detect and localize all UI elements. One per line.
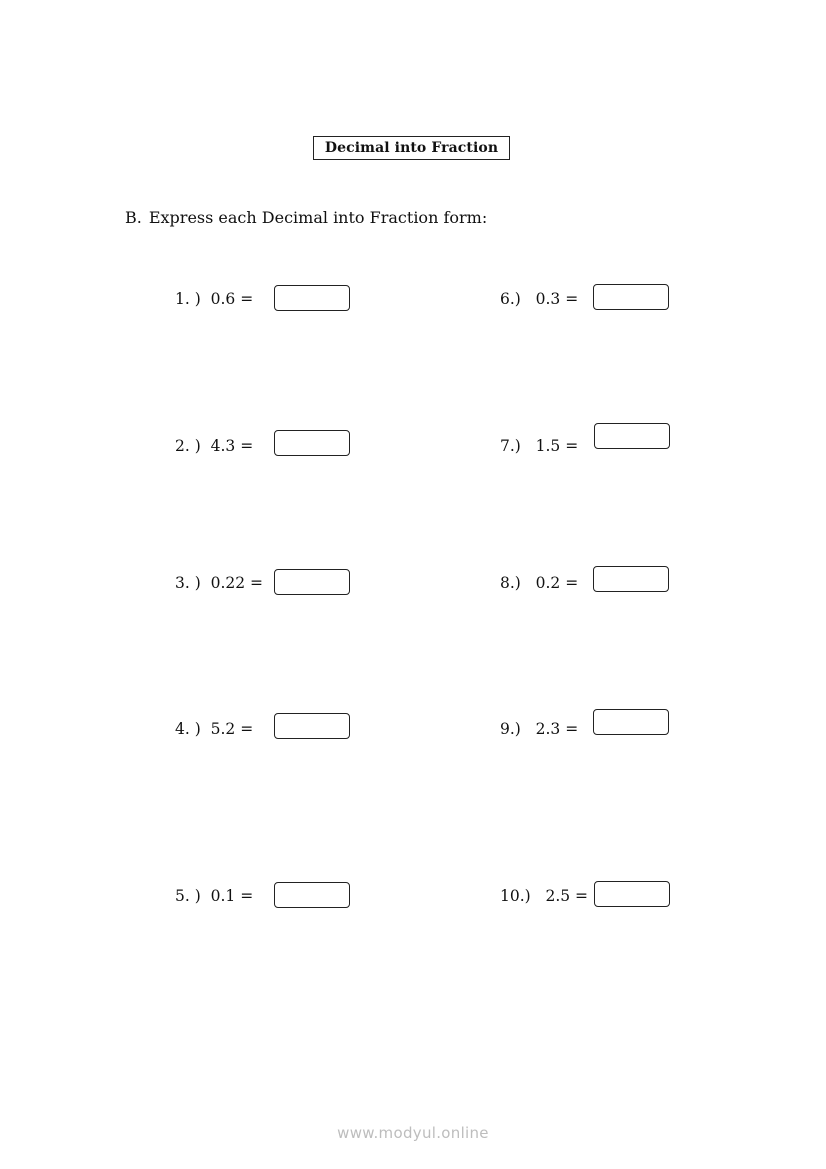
question-10-answer-box[interactable] — [594, 881, 670, 907]
watermark: www.modyul.online — [337, 1124, 489, 1142]
question-5-label: 5. ) 0.1 = — [175, 887, 254, 905]
instruction — [125, 208, 487, 227]
question-2-answer-box[interactable] — [274, 430, 350, 456]
question-4-answer-box[interactable] — [274, 713, 350, 739]
question-6-answer-box[interactable] — [593, 284, 669, 310]
instruction-text: Express each Decimal into Fraction form: — [148, 208, 488, 227]
worksheet-title-text: Decimal into Fraction — [324, 140, 499, 156]
question-6-label: 6.) 0.3 = — [500, 290, 579, 308]
question-3-label: 3. ) 0.22 = — [175, 574, 264, 592]
question-2-label: 2. ) 4.3 = — [175, 437, 254, 455]
question-1-label: 1. ) 0.6 = — [175, 290, 254, 308]
question-5-answer-box[interactable] — [274, 882, 350, 908]
section-label: B. — [125, 208, 142, 227]
question-1-answer-box[interactable] — [274, 285, 350, 311]
question-3-answer-box[interactable] — [274, 569, 350, 595]
question-7-label: 7.) 1.5 = — [500, 437, 579, 455]
question-8-answer-box[interactable] — [593, 566, 669, 592]
question-9-label: 9.) 2.3 = — [500, 720, 579, 738]
question-7-answer-box[interactable] — [594, 423, 670, 449]
question-10-label: 10.) 2.5 = — [500, 887, 589, 905]
worksheet-title — [313, 136, 510, 160]
question-4-label: 4. ) 5.2 = — [175, 720, 254, 738]
question-9-answer-box[interactable] — [593, 709, 669, 735]
question-8-label: 8.) 0.2 = — [500, 574, 579, 592]
